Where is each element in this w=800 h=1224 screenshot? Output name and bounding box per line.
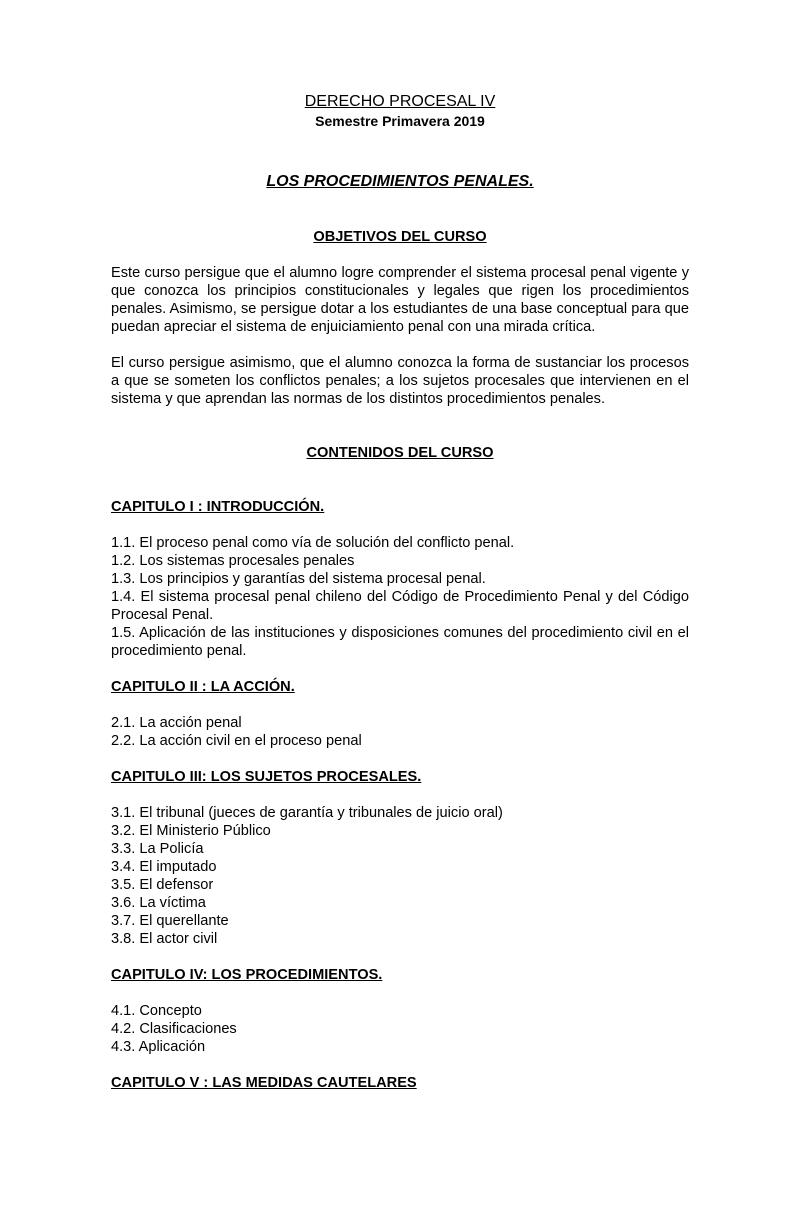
chapter-2 xyxy=(111,678,689,750)
main-title: LOS PROCEDIMIENTOS PENALES. xyxy=(266,173,534,190)
course-title: DERECHO PROCESAL IV xyxy=(304,93,496,110)
objetivos-paragraph-1: Este curso persigue que el alumno logre comprender el sistema procesal penal vigente y que conozca los principios constitucionales y legales que rigen los procedimientos penales. Asimismo, se persigue dotar a los estudiantes de una base conceptual para que puedan apreciar el sistema de enjuiciamiento penal con una mirada crítica. xyxy=(111,265,689,335)
list-item: 2.2. La acción civil en el proceso penal xyxy=(111,733,362,749)
chapter-1 xyxy=(111,498,689,660)
objetivos-section xyxy=(111,228,689,246)
chapter-4-items xyxy=(111,1002,689,1056)
objetivos-heading: OBJETIVOS DEL CURSO xyxy=(313,229,487,245)
chapter-5 xyxy=(111,1074,689,1092)
document-header xyxy=(111,92,689,192)
list-item: 1.5. Aplicación de las instituciones y disposiciones comunes del procedimiento civil en el procedimiento penal. xyxy=(111,625,689,659)
list-item: 1.2. Los sistemas procesales penales xyxy=(111,553,355,569)
list-item: 4.1. Concepto xyxy=(111,1003,202,1019)
chapter-title: CAPITULO I : INTRODUCCIÓN. xyxy=(111,499,325,515)
list-item: 4.2. Clasificaciones xyxy=(111,1021,237,1037)
chapter-title: CAPITULO V : LAS MEDIDAS CAUTELARES xyxy=(111,1075,417,1091)
list-item: 3.2. El Ministerio Público xyxy=(111,823,271,839)
chapter-title: CAPITULO IV: LOS PROCEDIMIENTOS. xyxy=(111,967,383,983)
document-page xyxy=(111,92,689,1092)
chapter-4 xyxy=(111,966,689,1056)
contenidos-section xyxy=(111,444,689,462)
contenidos-heading: CONTENIDOS DEL CURSO xyxy=(306,445,494,461)
list-item: 2.1. La acción penal xyxy=(111,715,242,731)
chapter-1-items xyxy=(111,534,689,660)
chapter-3 xyxy=(111,768,689,948)
objetivos-paragraph-2: El curso persigue asimismo, que el alumno conozca la forma de sustanciar los procesos a que se someten los conflictos penales; a los sujetos procesales que intervienen en el sistema y que aprendan las normas de los distintos procedimientos penales. xyxy=(111,355,689,407)
list-item: 3.6. La víctima xyxy=(111,895,206,911)
chapter-title: CAPITULO II : LA ACCIÓN. xyxy=(111,679,295,695)
list-item: 1.1. El proceso penal como vía de solución del conflicto penal. xyxy=(111,535,515,551)
chapter-title: CAPITULO III: LOS SUJETOS PROCESALES. xyxy=(111,769,422,785)
list-item: 1.3. Los principios y garantías del sistema procesal penal. xyxy=(111,571,486,587)
chapter-2-items xyxy=(111,714,689,750)
chapter-3-items xyxy=(111,804,689,948)
list-item: 3.5. El defensor xyxy=(111,877,214,893)
list-item: 3.4. El imputado xyxy=(111,859,217,875)
list-item: 3.7. El querellante xyxy=(111,913,229,929)
list-item: 3.8. El actor civil xyxy=(111,931,218,947)
list-item: 3.3. La Policía xyxy=(111,841,204,857)
semester-subtitle: Semestre Primavera 2019 xyxy=(315,113,485,129)
list-item: 1.4. El sistema procesal penal chileno del Código de Procedimiento Penal y del Código Procesal Penal. xyxy=(111,589,689,623)
list-item: 3.1. El tribunal (jueces de garantía y tribunales de juicio oral) xyxy=(111,805,503,821)
list-item: 4.3. Aplicación xyxy=(111,1039,206,1055)
